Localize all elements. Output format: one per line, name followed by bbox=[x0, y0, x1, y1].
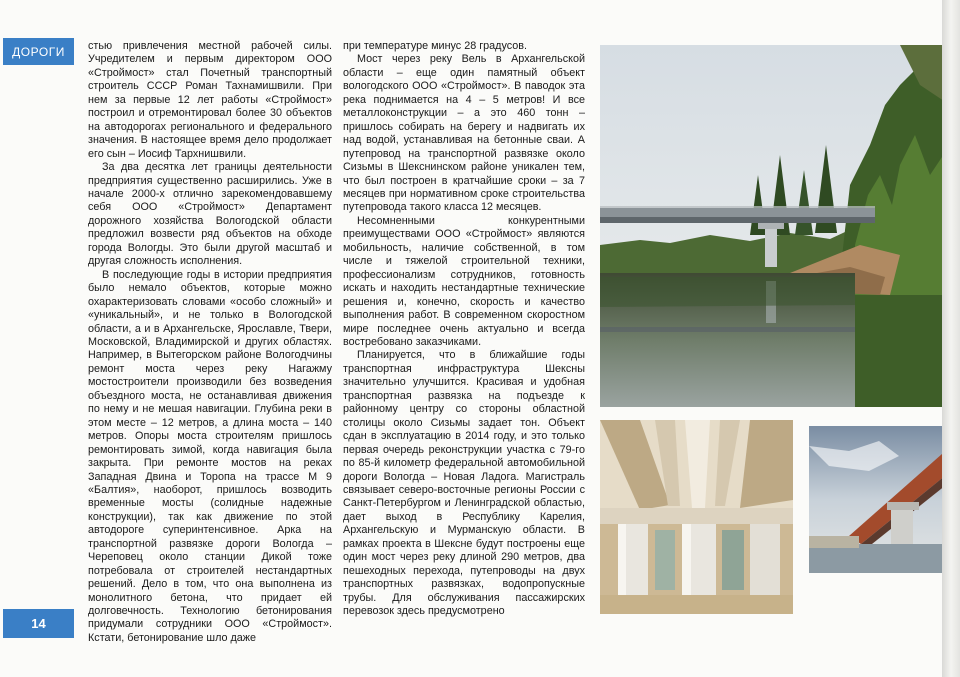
text-column-1 bbox=[88, 40, 332, 645]
paragraph: За два десятка лет границы деятельности предприятия существенно расширились. Уже в начале 2000-х отлично зарекомендовавшему себя ООО «Строймост» Департамент дорожного хозяйства Вологодской области предложил возвести ряд объектов на обходе города Вологды. Это были другой масштаб и другая сложность исполнения. bbox=[88, 161, 332, 268]
bridge-side-photo bbox=[809, 426, 951, 573]
paragraph: стью привлечения местной рабочей силы. Учредителем и первым директором ООО «Строймост» стал Почетный транспортный строитель СССР Роман Тахнамишвили. При нем за первые 12 лет работы «Строймост» построил и отремонтировал более 30 объектов на автодорогах регионального и федерального значения. В настоящее время дело продолжает его сын – Иосиф Тархнишвили. bbox=[88, 40, 332, 160]
text-column-2 bbox=[343, 40, 585, 618]
bridge-river-photo bbox=[600, 45, 950, 407]
paragraph: при температуре минус 28 градусов. bbox=[343, 40, 527, 52]
paragraph: Мост через реку Вель в Архангельской области – еще один памятный объект вологодского ООО «Строймост». В паводок эта река поднимается на 4 – 5 метров! И все металлоконструкции – а это 460 тонн – пришлось собирать на берегу и надвигать их над водой, устанавливая на бетонные сваи. А путепровод на транспортной развязке около Сизьмы в Шекснинском районе уникален тем, что был построен в кратчайшие сроки – за 7 месяцев при нормативном сроке строительства путепровода такого класса 12 месяцев. bbox=[343, 53, 585, 214]
paragraph: В последующие годы в истории предприятия было немало объектов, которые можно охарактеризовать словами «особо сложный» и «уникальный», и не только в Вологодской области, а и в Архангельске, Ярославле, Твери, Московской, Владимирской и других областях. Например, в Вытегорском районе Вологодчины ремонт моста через реку Нагажму мостостроители производили без возведения объездного моста, не останавливая движения по нему и не мешая навигации. Глубина реки в этом месте – 12 метров, а длина моста – 140 метров. Опоры моста строителям пришлось ремонтировать зимой, когда навигация была закрыта. При ремонте мостов на реках Западная Двина и Торопа на трассе М 9 «Балтия», наоборот, пришлось возводить временные мосты (солидные надежные конструкции), так как движение по этой автодороге суперинтенсивное. Арка на транспортной развязке дороги Вологда – Череповец около станции Дикой тоже потребовала от строителей нестандартных решений. Дело в том, что она выполнена из монолитного бетона, что придает ей долговечность. Технологию бетонирования придумали сотрудники ООО «Строймост». Кстати, бетонирование шло даже bbox=[88, 268, 332, 644]
paragraph: Планируется, что в ближайшие годы транспортная инфраструктура Шексны значительно улучшится. Красивая и удобная транспортная развязка на подъезде к районному центру со стороны областной столицы около Сизьмы задает тон. Объект сдан в эксплуатацию в 2014 году, и это только первая очередь реконструкции участка с 79-го по 85-й километр федеральной автомобильной дороги Вологда – Новая Ладога. Магистраль связывает северо-восточные регионы России с Санкт-Петербургом и Ленинградской областью, дает выход в Республику Карелия, Архангельскую и Мурманскую области. В рамках проекта в Шексне будут построены еще один мост через реку длиной 290 метров, два пешеходных перехода, путепроводы на двух транспортных развязках, водопропускные трубы. Для обслуживания пассажирских перевозок здесь предусмотрено bbox=[343, 349, 585, 618]
page-number: 14 bbox=[3, 609, 74, 638]
page-gutter bbox=[942, 0, 960, 677]
paragraph: Несомненными конкурентными преимуществами ООО «Строймост» являются мобильность, наличие собственной, в том числе и тяжелой строительной техники, профессионализм сотрудников, готовность искать и находить нестандартные технические решения и, конечно, скорость и качество выполнения работ. В современном скоростном мире последнее очень актуально и всегда востребовано заказчиками. bbox=[343, 214, 585, 348]
bridge-underside-photo bbox=[600, 420, 793, 614]
section-tab: ДОРОГИ bbox=[3, 38, 74, 65]
